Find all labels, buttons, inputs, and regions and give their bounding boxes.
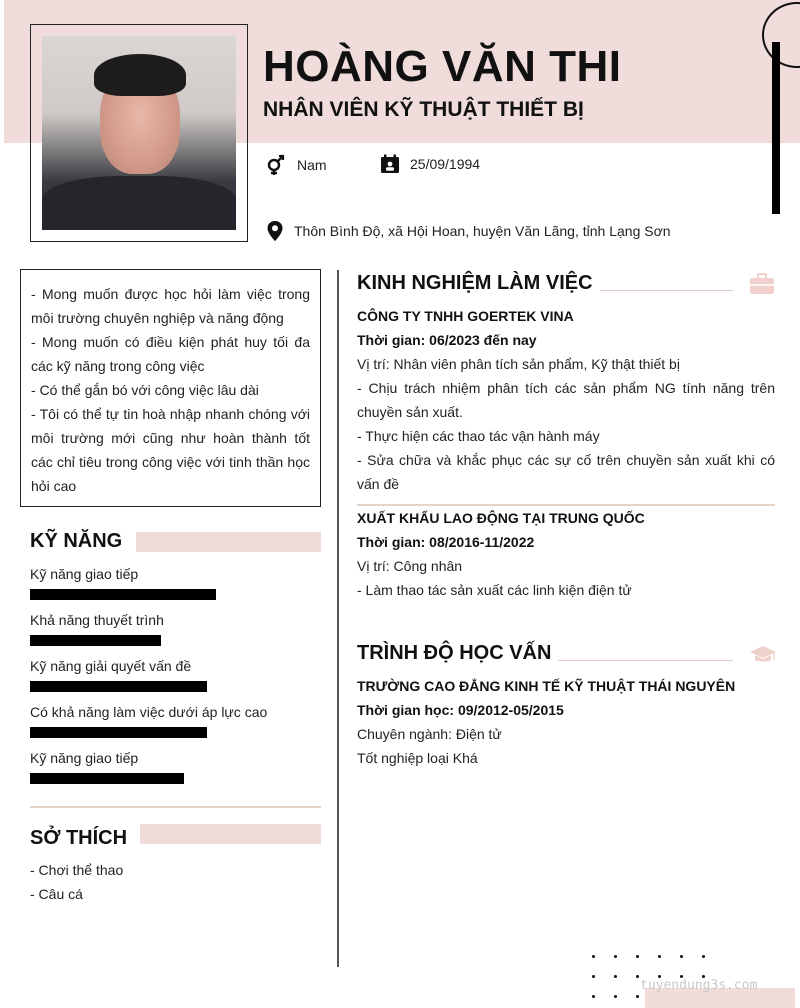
gender-icon <box>265 154 287 176</box>
decorative-dot <box>636 955 639 958</box>
skill-bar-fill <box>30 681 207 692</box>
objective-line: - Mong muốn có điều kiện phát huy tối đa các kỹ năng trong công việc <box>31 334 310 374</box>
left-divider <box>30 806 321 808</box>
skill-bar-fill <box>30 727 207 738</box>
hobby-item: - Câu cá <box>30 886 83 902</box>
skill-label: Kỹ năng giải quyết vấn đề <box>30 658 192 674</box>
skill-bar <box>30 589 320 600</box>
decorative-dot <box>658 955 661 958</box>
education-school: TRƯỜNG CAO ĐẲNG KINH TẾ KỸ THUẬT THÁI NGUYÊN <box>357 678 736 694</box>
job-duty: - Sửa chữa và khắc phục các sự cố trên chuyền sản xuất khi có vấn đề <box>357 452 775 492</box>
skill-bar-fill <box>30 773 184 784</box>
education-heading-line <box>558 660 733 661</box>
graduation-cap-icon <box>749 644 777 666</box>
objective-line: - Có thể gắn bó với công việc lâu dài <box>31 382 259 398</box>
skills-heading: KỸ NĂNG <box>30 530 123 552</box>
skill-label: Kỹ năng giao tiếp <box>30 750 139 766</box>
column-divider <box>337 270 339 967</box>
candidate-title: NHÂN VIÊN KỸ THUẬT THIẾT BỊ <box>263 98 584 121</box>
job-company: XUẤT KHẨU LAO ĐỘNG TẠI TRUNG QUỐC <box>357 510 645 526</box>
briefcase-icon <box>749 273 775 295</box>
job-position: Vị trí: Nhân viên phân tích sản phẩm, Kỹ thật thiết bị <box>357 356 680 372</box>
avatar-shirt <box>42 176 236 230</box>
skill-bar-fill <box>30 589 216 600</box>
hobby-item: - Chơi thể thao <box>30 862 124 878</box>
hobbies-heading: SỞ THÍCH <box>30 827 128 849</box>
watermark: tuyendung3s.com <box>640 978 758 993</box>
decorative-dot <box>614 975 617 978</box>
skills-heading-bar <box>136 532 321 552</box>
objective-line: - Mong muốn được học hỏi làm việc trong môi trường chuyên nghiệp và năng động <box>31 286 310 326</box>
job-duty: - Chịu trách nhiệm phân tích các sản phẩm NG tính năng trên chuyền sản xuất. <box>357 380 775 420</box>
decorative-dot <box>592 975 595 978</box>
decorative-dot <box>680 955 683 958</box>
objective-line: - Tôi có thể tự tin hoà nhập nhanh chóng với môi trường mới cũng như hoàn thành tốt các chỉ tiêu trong công việc với tinh thần học hỏi cao <box>31 406 310 494</box>
job-position: Vị trí: Công nhân <box>357 558 463 574</box>
job-period: Thời gian: 08/2016-11/2022 <box>357 534 535 550</box>
map-pin-icon <box>266 220 284 242</box>
decorative-dot <box>592 955 595 958</box>
birthdate-value: 25/09/1994 <box>410 156 481 172</box>
address-info <box>266 220 671 242</box>
education-grade: Tốt nghiệp loại Khá <box>357 750 478 766</box>
skill-label: Có khả năng làm việc dưới áp lực cao <box>30 704 268 720</box>
avatar-hair <box>94 54 186 96</box>
address-value: Thôn Bình Độ, xã Hội Hoan, huyện Văn Lãng, tỉnh Lạng Sơn <box>294 223 671 239</box>
decorative-dot <box>636 995 639 998</box>
job-duty: - Làm thao tác sản xuất các linh kiện điện tử <box>357 582 632 598</box>
hobbies-heading-bar <box>140 824 321 844</box>
decorative-dot <box>636 975 639 978</box>
skill-bar <box>30 727 320 738</box>
skill-bar <box>30 681 320 692</box>
birthdate-info <box>380 154 480 174</box>
skill-bar <box>30 773 320 784</box>
candidate-name: HOÀNG VĂN THI <box>263 42 622 91</box>
decorative-dot <box>702 955 705 958</box>
gender-info <box>265 154 327 176</box>
job-company: CÔNG TY TNHH GOERTEK VINA <box>357 308 574 324</box>
experience-heading-line <box>600 290 733 291</box>
career-objective <box>20 269 321 507</box>
decorative-dot <box>592 995 595 998</box>
experience-heading: KINH NGHIỆM LÀM VIỆC <box>357 272 593 294</box>
skill-label: Khả năng thuyết trình <box>30 612 164 628</box>
education-period: Thời gian học: 09/2012-05/2015 <box>357 702 564 718</box>
decorative-dot <box>614 955 617 958</box>
job-duty: - Thực hiện các thao tác vận hành máy <box>357 428 600 444</box>
job-period: Thời gian: 06/2023 đến nay <box>357 332 537 348</box>
education-major: Chuyên ngành: Điện tử <box>357 726 502 742</box>
gender-value: Nam <box>297 157 327 173</box>
avatar <box>42 36 236 230</box>
skill-label: Kỹ năng giao tiếp <box>30 566 139 582</box>
skill-bar-fill <box>30 635 161 646</box>
education-heading: TRÌNH ĐỘ HỌC VẤN <box>357 642 552 664</box>
calendar-icon <box>380 154 400 174</box>
decorative-dot <box>614 995 617 998</box>
decorative-vertical-bar <box>772 42 780 214</box>
skill-bar <box>30 635 320 646</box>
